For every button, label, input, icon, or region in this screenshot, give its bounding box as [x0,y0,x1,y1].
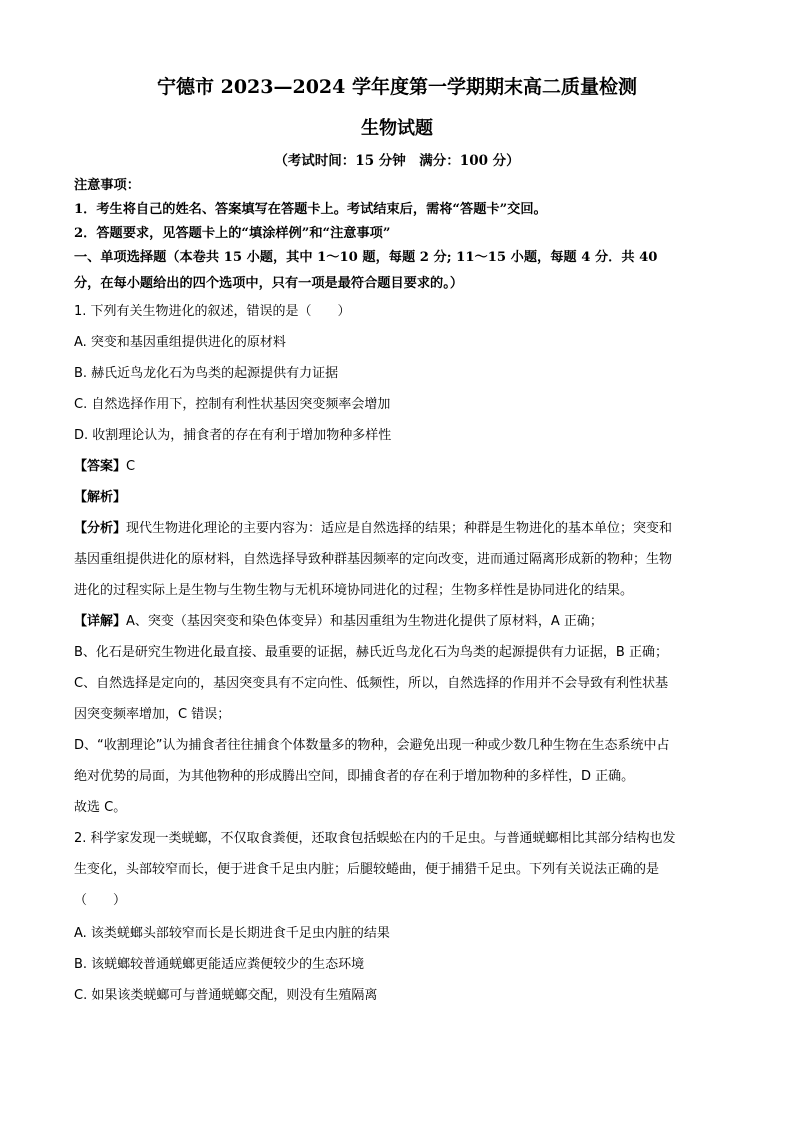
question-2-stem-line-1: 2. 科学家发现一类蜣螂，不仅取食粪便，还取食包括蜈蚣在内的千足虫。与普通蜣螂相比其部分结构也发 [74,831,676,846]
question-1-answer [74,455,135,474]
question-2-option-c: C. 如果该类蜣螂可与普通蜣螂交配，则没有生殖隔离 [74,988,378,1003]
question-2-stem-line-2: 生变化，头部较窄而长，便于进食千足虫内脏；后腿较蜷曲，便于捕猎千足虫。下列有关说法正确的是 [74,862,660,877]
detail-line-d-1: D、“收割理论”认为捕食者往往捕食个体数量多的物种，会避免出现一种或少数几种生物在生态系统中占 [74,738,670,753]
detail-conclusion: 故选 C。 [74,800,127,815]
question-2-option-a: A. 该类蜣螂头部较窄而长是长期进食千足虫内脏的结果 [74,926,390,941]
question-2-option-b: B. 该蜣螂较普通蜣螂更能适应粪便较少的生态环境 [74,957,365,972]
question-2-stem-line-3: （ ） [74,893,127,908]
detail-line-b: B、化石是研究生物进化最直接、最重要的证据，赫氏近鸟龙化石为鸟类的起源提供有力证据，B 正确； [74,645,668,660]
question-1-option-d: D. 收割理论认为，捕食者的存在有利于增加物种多样性 [74,428,392,443]
notes-item-2: 2．答题要求，见答题卡上的“填涂样例”和“注意事项” [74,226,391,241]
answer-value: C [126,459,136,474]
subject-title: 生物试题 [361,118,433,139]
answer-tag: 【答案】 [74,459,127,474]
fenxi-text-1: 现代生物进化理论的主要内容为：适应是自然选择的结果；种群是生物进化的基本单位；突变和 [126,521,673,536]
analysis-fenxi-line-3: 进化的过程实际上是生物与生物生物与无机环境协同进化的过程；生物多样性是协同进化的结果。 [74,583,634,598]
detail-line-c-2: 因突变频率增加，C 错误； [74,707,231,722]
question-1-stem: 1. 下列有关生物进化的叙述，错误的是（ ） [74,304,351,319]
question-1-option-b: B. 赫氏近鸟龙化石为鸟类的起源提供有力证据 [74,366,339,381]
section-instruction-line-2: 分，在每小题给出的四个选项中，只有一项是最符合题目要求的。） [74,276,464,291]
exam-meta: （考试时间：15 分钟 满分：100 分） [274,153,520,169]
question-1-option-c: C. 自然选择作用下，控制有利性状基因突变频率会增加 [74,397,391,412]
section-instruction-line-1: 一、单项选择题（本卷共 15 小题，其中 1～10 题，每题 2 分; 11～15 小题，每题 4 分．共 40 [74,250,658,265]
analysis-fenxi-line-1 [74,517,672,536]
detail-text-a: A、突变（基因突变和染色体变异）和基因重组为生物进化提供了原材料，A 正确； [126,614,603,629]
question-1-option-a: A. 突变和基因重组提供进化的原材料 [74,335,286,350]
exam-title: 宁德市 2023—2024 学年度第一学期期末高二质量检测 [157,76,637,98]
detail-line-a [74,610,603,629]
notes-item-1: 1．考生将自己的姓名、答案填写在答题卡上。考试结束后，需将“答题卡”交回。 [74,202,547,217]
xiangjie-tag: 【详解】 [74,614,127,629]
fenxi-tag: 【分析】 [74,521,127,536]
detail-line-c-1: C、自然选择是定向的，基因突变具有不定向性、低频性，所以，自然选择的作用并不会导致有利性状基 [74,676,669,691]
detail-line-d-2: 绝对优势的局面，为其他物种的形成腾出空间，即捕食者的存在利于增加物种的多样性，D 正确。 [74,769,635,784]
analysis-fenxi-line-2: 基因重组提供进化的原材料，自然选择导致种群基因频率的定向改变，进而通过隔离形成新的物种；生物 [74,552,673,567]
notes-heading: 注意事项： [74,178,140,193]
analysis-tag: 【解析】 [74,490,127,505]
